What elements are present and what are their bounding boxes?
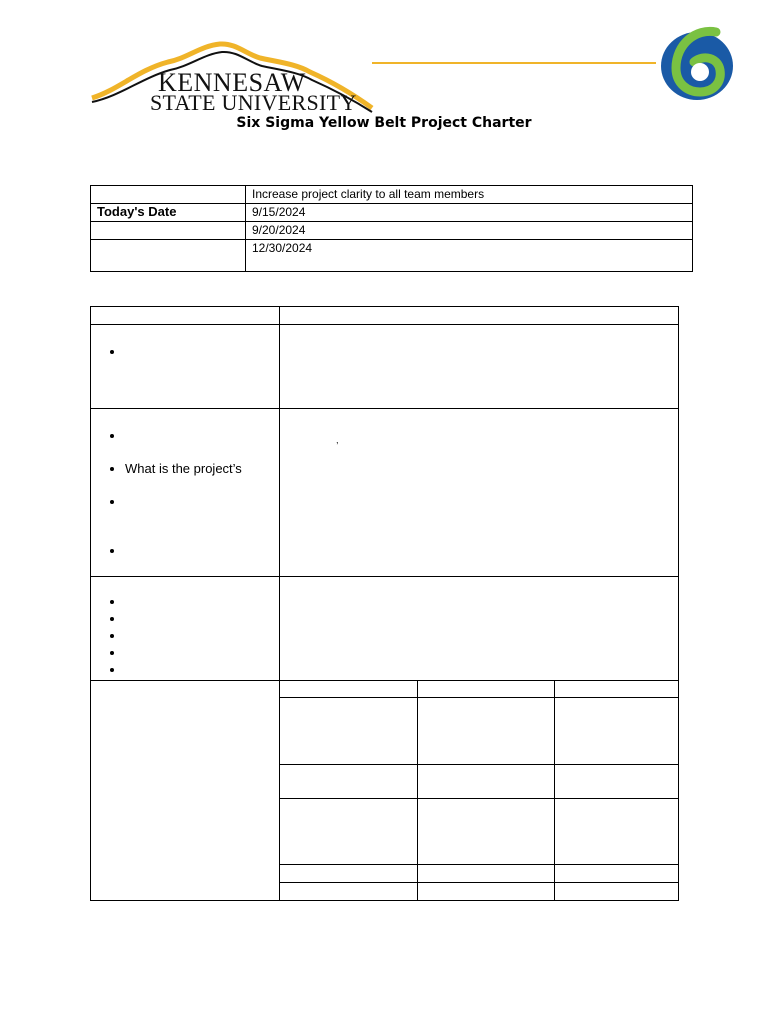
list-item [125, 644, 279, 661]
grid-cell [280, 882, 417, 900]
charter-response-cell [280, 409, 679, 577]
info-value-cell: 12/30/2024 [246, 240, 693, 272]
grid-cell [417, 764, 554, 798]
list-item [125, 610, 279, 627]
grid-cell [280, 697, 417, 764]
ksu-logo [88, 40, 380, 116]
grid-cell [554, 764, 679, 798]
logo-text-state-university: STATE UNIVERSITY [150, 90, 357, 115]
table-row [280, 798, 679, 864]
charter-response-cell [280, 577, 679, 681]
charter-prompt-cell [91, 681, 280, 901]
grid-cell [280, 764, 417, 798]
table-row [91, 186, 693, 204]
table-row [91, 204, 693, 222]
charter-header-cell [91, 307, 280, 325]
bullet-list [91, 427, 279, 559]
list-item [125, 593, 279, 610]
grid-cell [417, 681, 554, 697]
grid-cell [280, 798, 417, 864]
table-row [91, 325, 679, 409]
grid-cell [417, 697, 554, 764]
info-label-cell: Today's Date [91, 204, 246, 222]
table-row [91, 577, 679, 681]
charter-prompt-cell [91, 325, 280, 409]
list-item [125, 627, 279, 644]
bullet-list [91, 593, 279, 678]
table-row [91, 240, 693, 272]
charter-prompt-cell [91, 577, 280, 681]
grid-cell [554, 681, 679, 697]
info-value-cell: Increase project clarity to all team members [246, 186, 693, 204]
grid-cell [554, 864, 679, 882]
list-item [125, 343, 279, 360]
six-sigma-logo-icon [656, 22, 738, 104]
grid-cell [554, 697, 679, 764]
document-title: Six Sigma Yellow Belt Project Charter [236, 115, 532, 131]
table-row [280, 864, 679, 882]
stray-mark: , [336, 435, 339, 445]
info-label-cell [91, 222, 246, 240]
list-item [125, 542, 279, 559]
list-item [125, 661, 279, 678]
header-divider [372, 62, 656, 64]
charter-prompt-cell [91, 409, 280, 577]
charter-table [90, 306, 679, 901]
team-grid-cell [280, 681, 679, 901]
table-row [91, 222, 693, 240]
grid-cell [554, 882, 679, 900]
team-grid [280, 681, 679, 900]
table-row [91, 307, 679, 325]
info-value-cell: 9/20/2024 [246, 222, 693, 240]
list-item [125, 427, 279, 444]
grid-cell [280, 681, 417, 697]
info-label-cell [91, 186, 246, 204]
grid-cell [554, 798, 679, 864]
table-row [280, 882, 679, 900]
grid-cell [417, 864, 554, 882]
bullet-list [91, 343, 279, 360]
grid-cell [417, 798, 554, 864]
project-info-table [90, 185, 693, 272]
charter-header-cell [280, 307, 679, 325]
list-item: • What is the project’s [125, 460, 279, 477]
grid-cell [280, 864, 417, 882]
grid-cell [417, 882, 554, 900]
logo-text-kennesaw: KENNESAW [158, 68, 306, 97]
table-row [91, 409, 679, 577]
list-item [125, 493, 279, 510]
table-row [280, 764, 679, 798]
info-value-cell: 9/15/2024 [246, 204, 693, 222]
table-row [280, 681, 679, 697]
info-label-cell [91, 240, 246, 272]
table-row [280, 697, 679, 764]
charter-response-cell [280, 325, 679, 409]
table-row [91, 681, 679, 901]
